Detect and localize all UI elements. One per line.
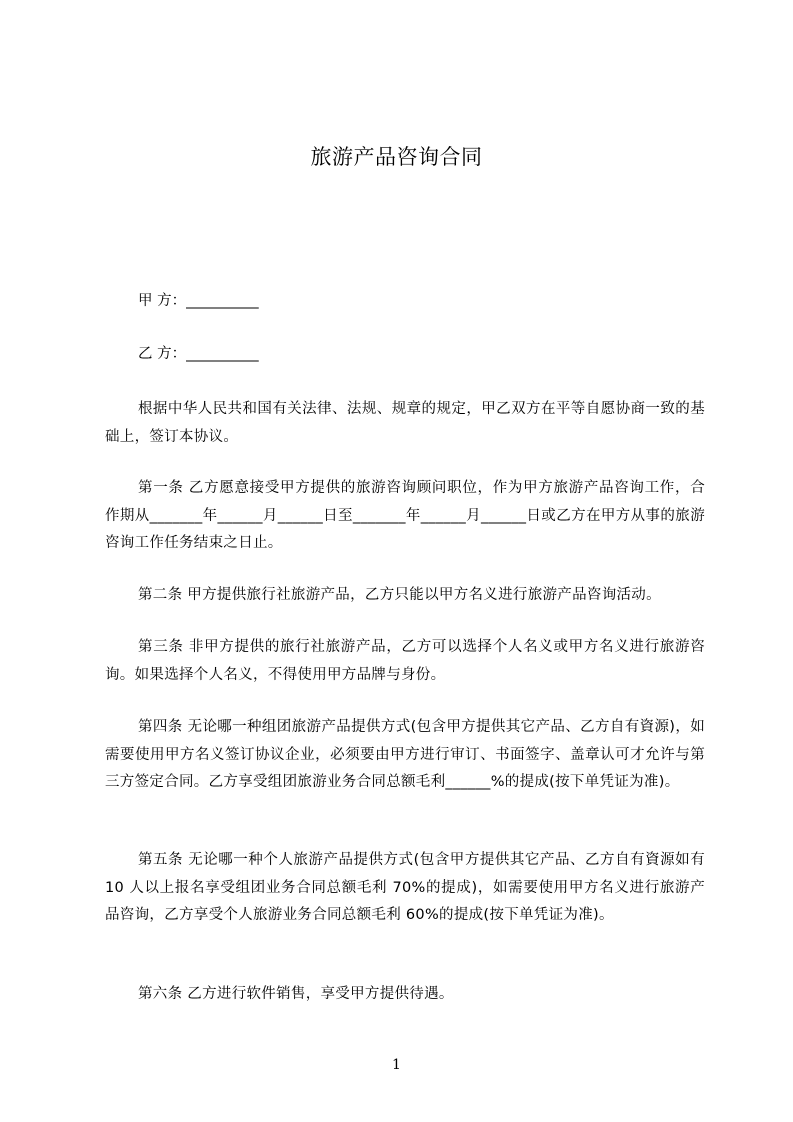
clause-1: 第一条 乙方愿意接受甲方提供的旅游咨询顾问职位，作为甲方旅游产品咨询工作，合作期从_______年______月______日至_______年______月______日或乙方在甲方从事的旅游咨询工作任务结束之日止。 (105, 480, 705, 551)
clause-6: 第六条 乙方进行软件销售，享受甲方提供待遇。 (138, 986, 454, 1002)
party-a-line: 甲 方：__________ (138, 293, 259, 309)
party-b-line: 乙 方：__________ (138, 346, 259, 362)
clause-5: 第五条 无论哪一种个人旅游产品提供方式(包含甲方提供其它产品、乙方自有資源如有 10 人以上报名享受组团业务合同总额毛利 70%的提成)，如需要使用甲方名义进行旅游产品咨询，乙方享受个人旅游业务合同总额毛利 60%的提成(按下单凭证为准)。 (105, 852, 705, 923)
clause-2: 第二条 甲方提供旅行社旅游产品，乙方只能以甲方名义进行旅游产品咨询活动。 (138, 587, 661, 603)
intro-paragraph: 根据中华人民共和国有关法律、法规、规章的规定，甲乙双方在平等自愿协商一致的基础上，签订本协议。 (105, 401, 705, 445)
document-title: 旅游产品咨询合同 (310, 145, 483, 169)
clause-4: 第四条 无论哪一种组团旅游产品提供方式(包含甲方提供其它产品、乙方自有資源)，如需要使用甲方名义签订协议企业，必须要由甲方进行审订、书面签字、盖章认可才允许与第三方签定合同。乙方享受组团旅游业务合同总额毛利______%的提成(按下单凭证为准)。 (105, 719, 705, 790)
clause-3: 第三条 非甲方提供的旅行社旅游产品，乙方可以选择个人名义或甲方名义进行旅游咨询。如果选择个人名义，不得使用甲方品牌与身份。 (105, 639, 705, 683)
page-number: 1 (392, 1057, 401, 1073)
